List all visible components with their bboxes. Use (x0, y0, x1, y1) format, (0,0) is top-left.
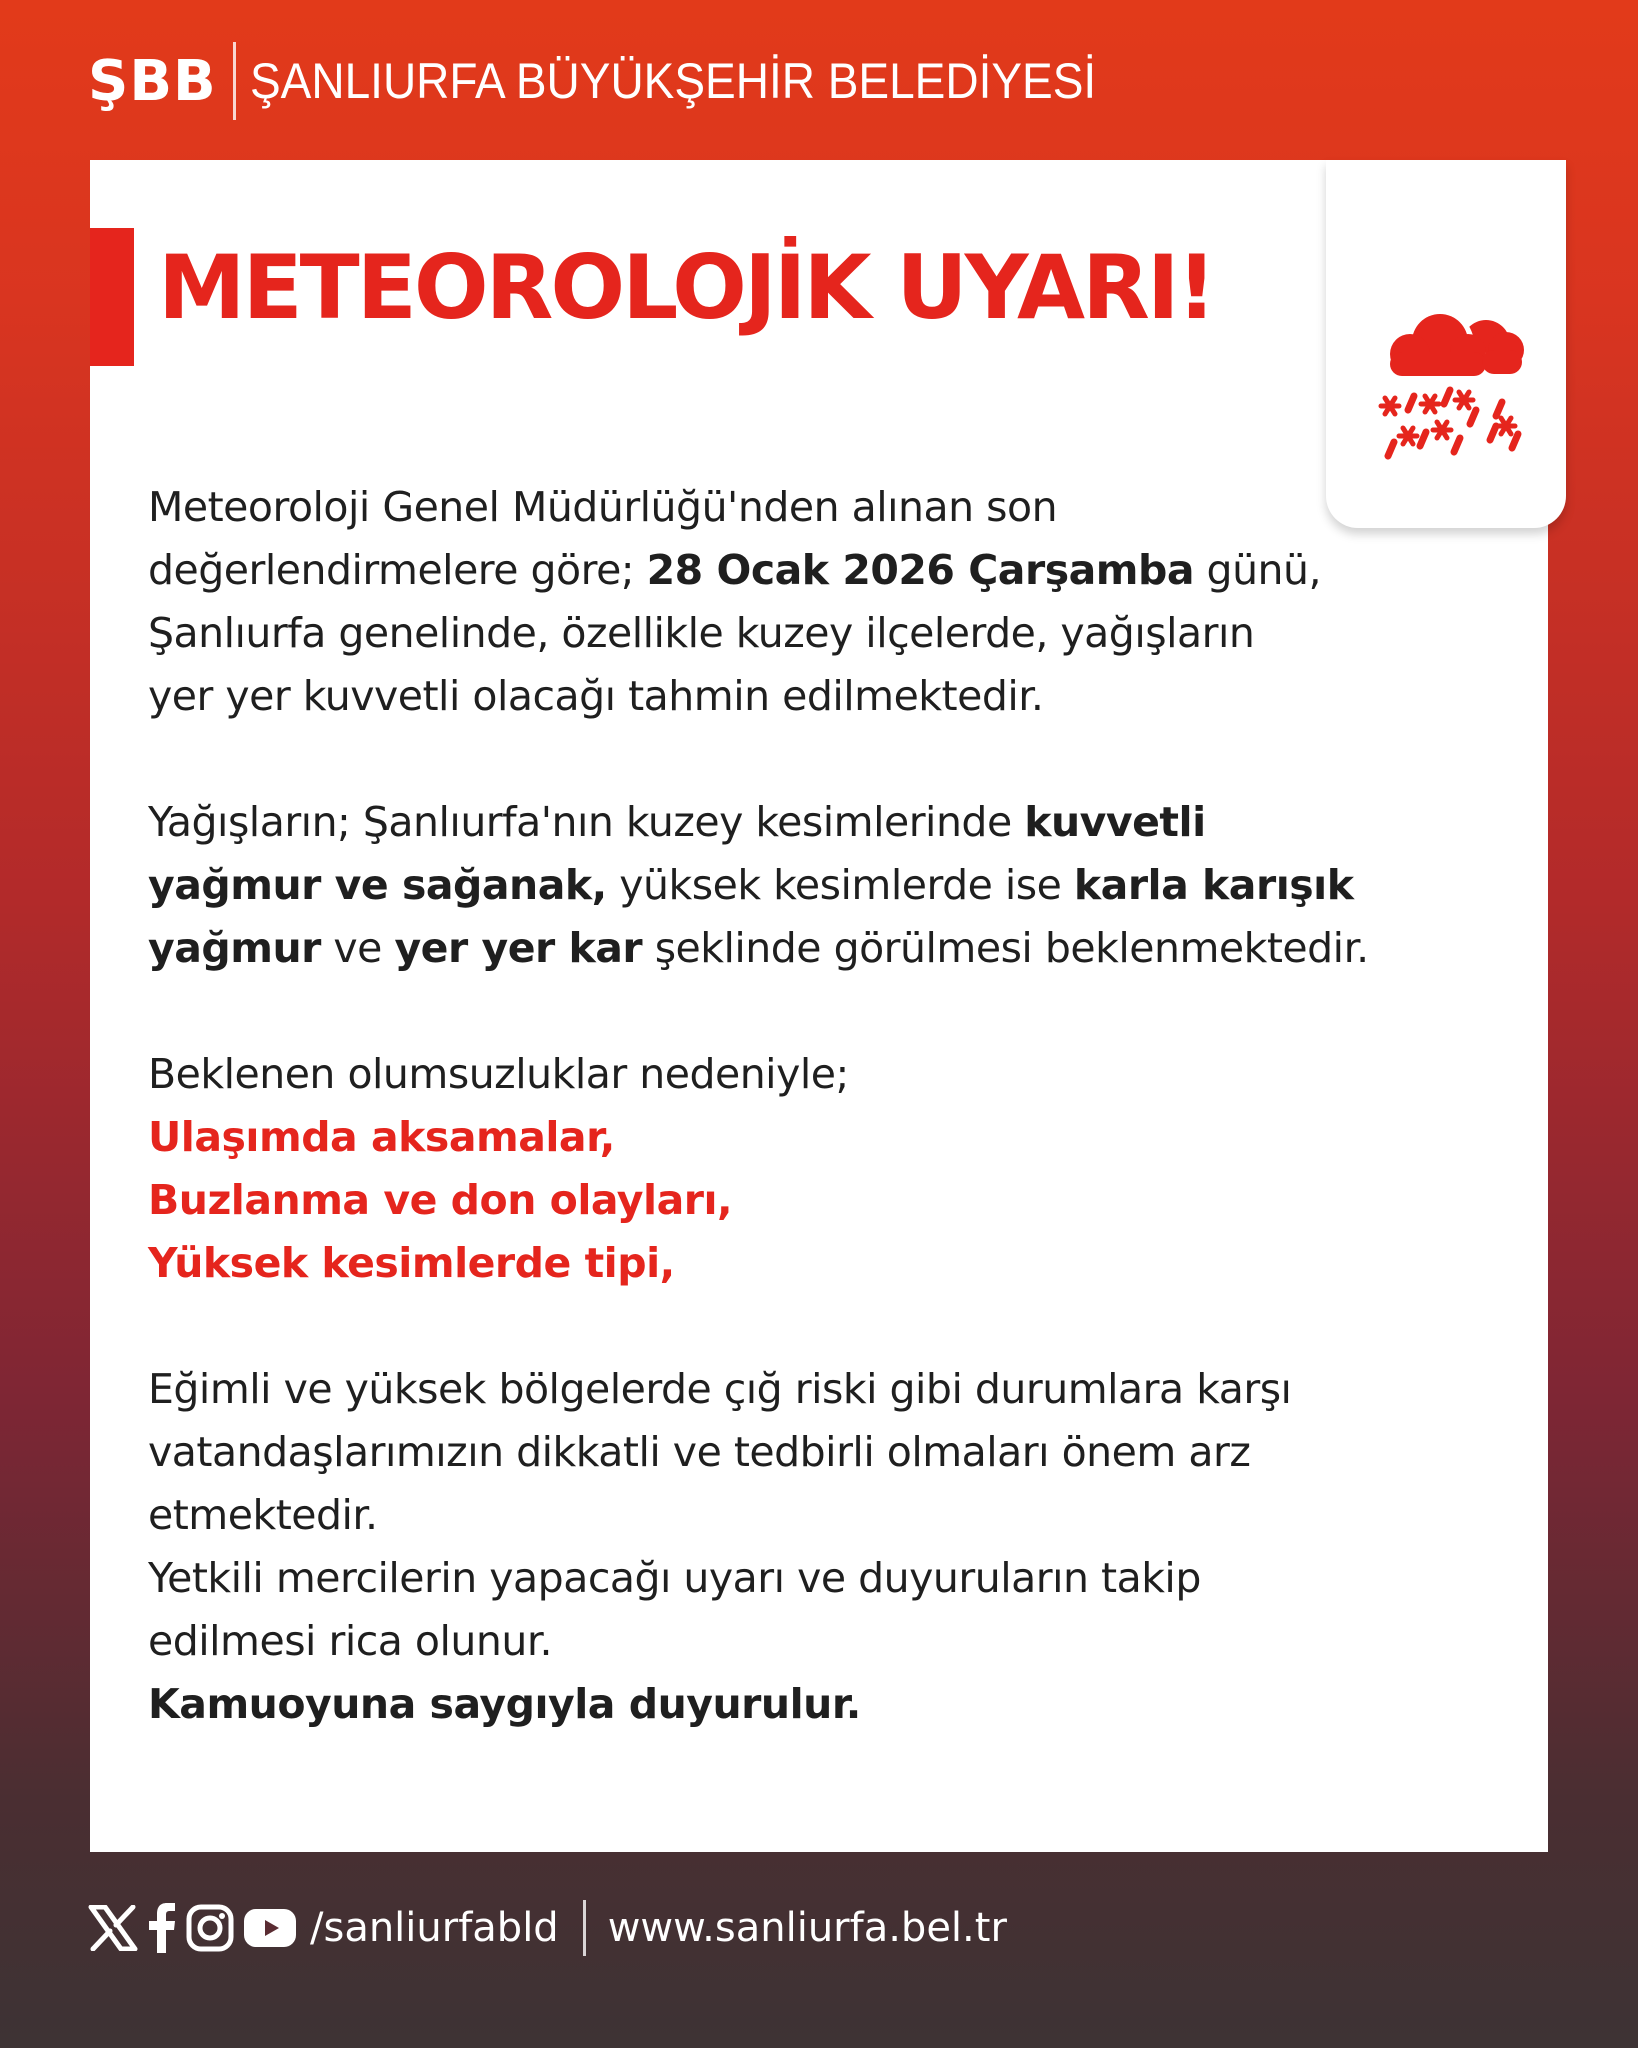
paragraph-line: Beklenen olumsuzluklar nedeniyle; (148, 1050, 849, 1098)
paragraph-line: yer yer kuvvetli olacağı tahmin edilmektedir. (148, 672, 1044, 720)
paragraph-line: yağmur ve sağanak, yüksek kesimlerde ise karla karışık (148, 861, 1354, 909)
paragraph-line: edilmesi rica olunur. (148, 1617, 552, 1665)
announcement-card (90, 160, 1548, 1852)
header (88, 36, 1169, 126)
paragraph-line: Şanlıurfa genelinde, özellikle kuzey ilçelerde, yağışların (148, 609, 1255, 657)
x-icon[interactable] (88, 1905, 138, 1951)
snow-rain-cloud-icon (1356, 300, 1536, 480)
risk-item: Ulaşımda aksamalar, (148, 1113, 615, 1161)
footer (88, 1896, 1007, 1960)
title-accent-bar (90, 228, 134, 366)
facebook-icon[interactable] (148, 1903, 176, 1953)
website-link[interactable]: www.sanliurfa.bel.tr (607, 1905, 1007, 1951)
youtube-icon[interactable] (244, 1909, 296, 1947)
paragraph-line: Eğimli ve yüksek bölgelerde çığ riski gibi durumlara karşı (148, 1365, 1292, 1413)
paragraph-line: Yetkili mercilerin yapacağı uyarı ve duyuruların takip (148, 1554, 1201, 1602)
paragraph-line: Meteoroloji Genel Müdürlüğü'nden alınan son (148, 483, 1058, 531)
logo-abbreviation: ŞBB (88, 48, 217, 114)
weather-badge (1326, 160, 1566, 528)
announcement-body (148, 476, 1528, 1736)
risk-item: Buzlanma ve don olayları, (148, 1176, 733, 1224)
paragraph-line: etmektedir. (148, 1491, 378, 1539)
instagram-icon[interactable] (186, 1904, 234, 1952)
closing-line: Kamuoyuna saygıyla duyurulur. (148, 1680, 861, 1728)
paragraph-line: Yağışların; Şanlıurfa'nın kuzey kesimlerinde kuvvetli (148, 798, 1206, 846)
paragraph-line: vatandaşlarımızın dikkatli ve tedbirli olmaları önem arz (148, 1428, 1251, 1476)
paragraph-line: yağmur ve yer yer kar şeklinde görülmesi beklenmektedir. (148, 924, 1369, 972)
footer-divider (583, 1900, 586, 1956)
paragraph-line: değerlendirmelere göre; 28 Ocak 2026 Çarşamba günü, (148, 546, 1322, 594)
social-handle[interactable]: /sanliurfabld (310, 1905, 559, 1951)
organization-name: ŞANLIURFA BÜYÜKŞEHİR BELEDİYESİ (249, 53, 1096, 109)
page-title: METEOROLOJİK UYARI! (158, 236, 1214, 339)
header-divider (233, 42, 236, 120)
warning-date: 28 Ocak 2026 Çarşamba (646, 546, 1195, 594)
risk-item: Yüksek kesimlerde tipi, (148, 1239, 675, 1287)
